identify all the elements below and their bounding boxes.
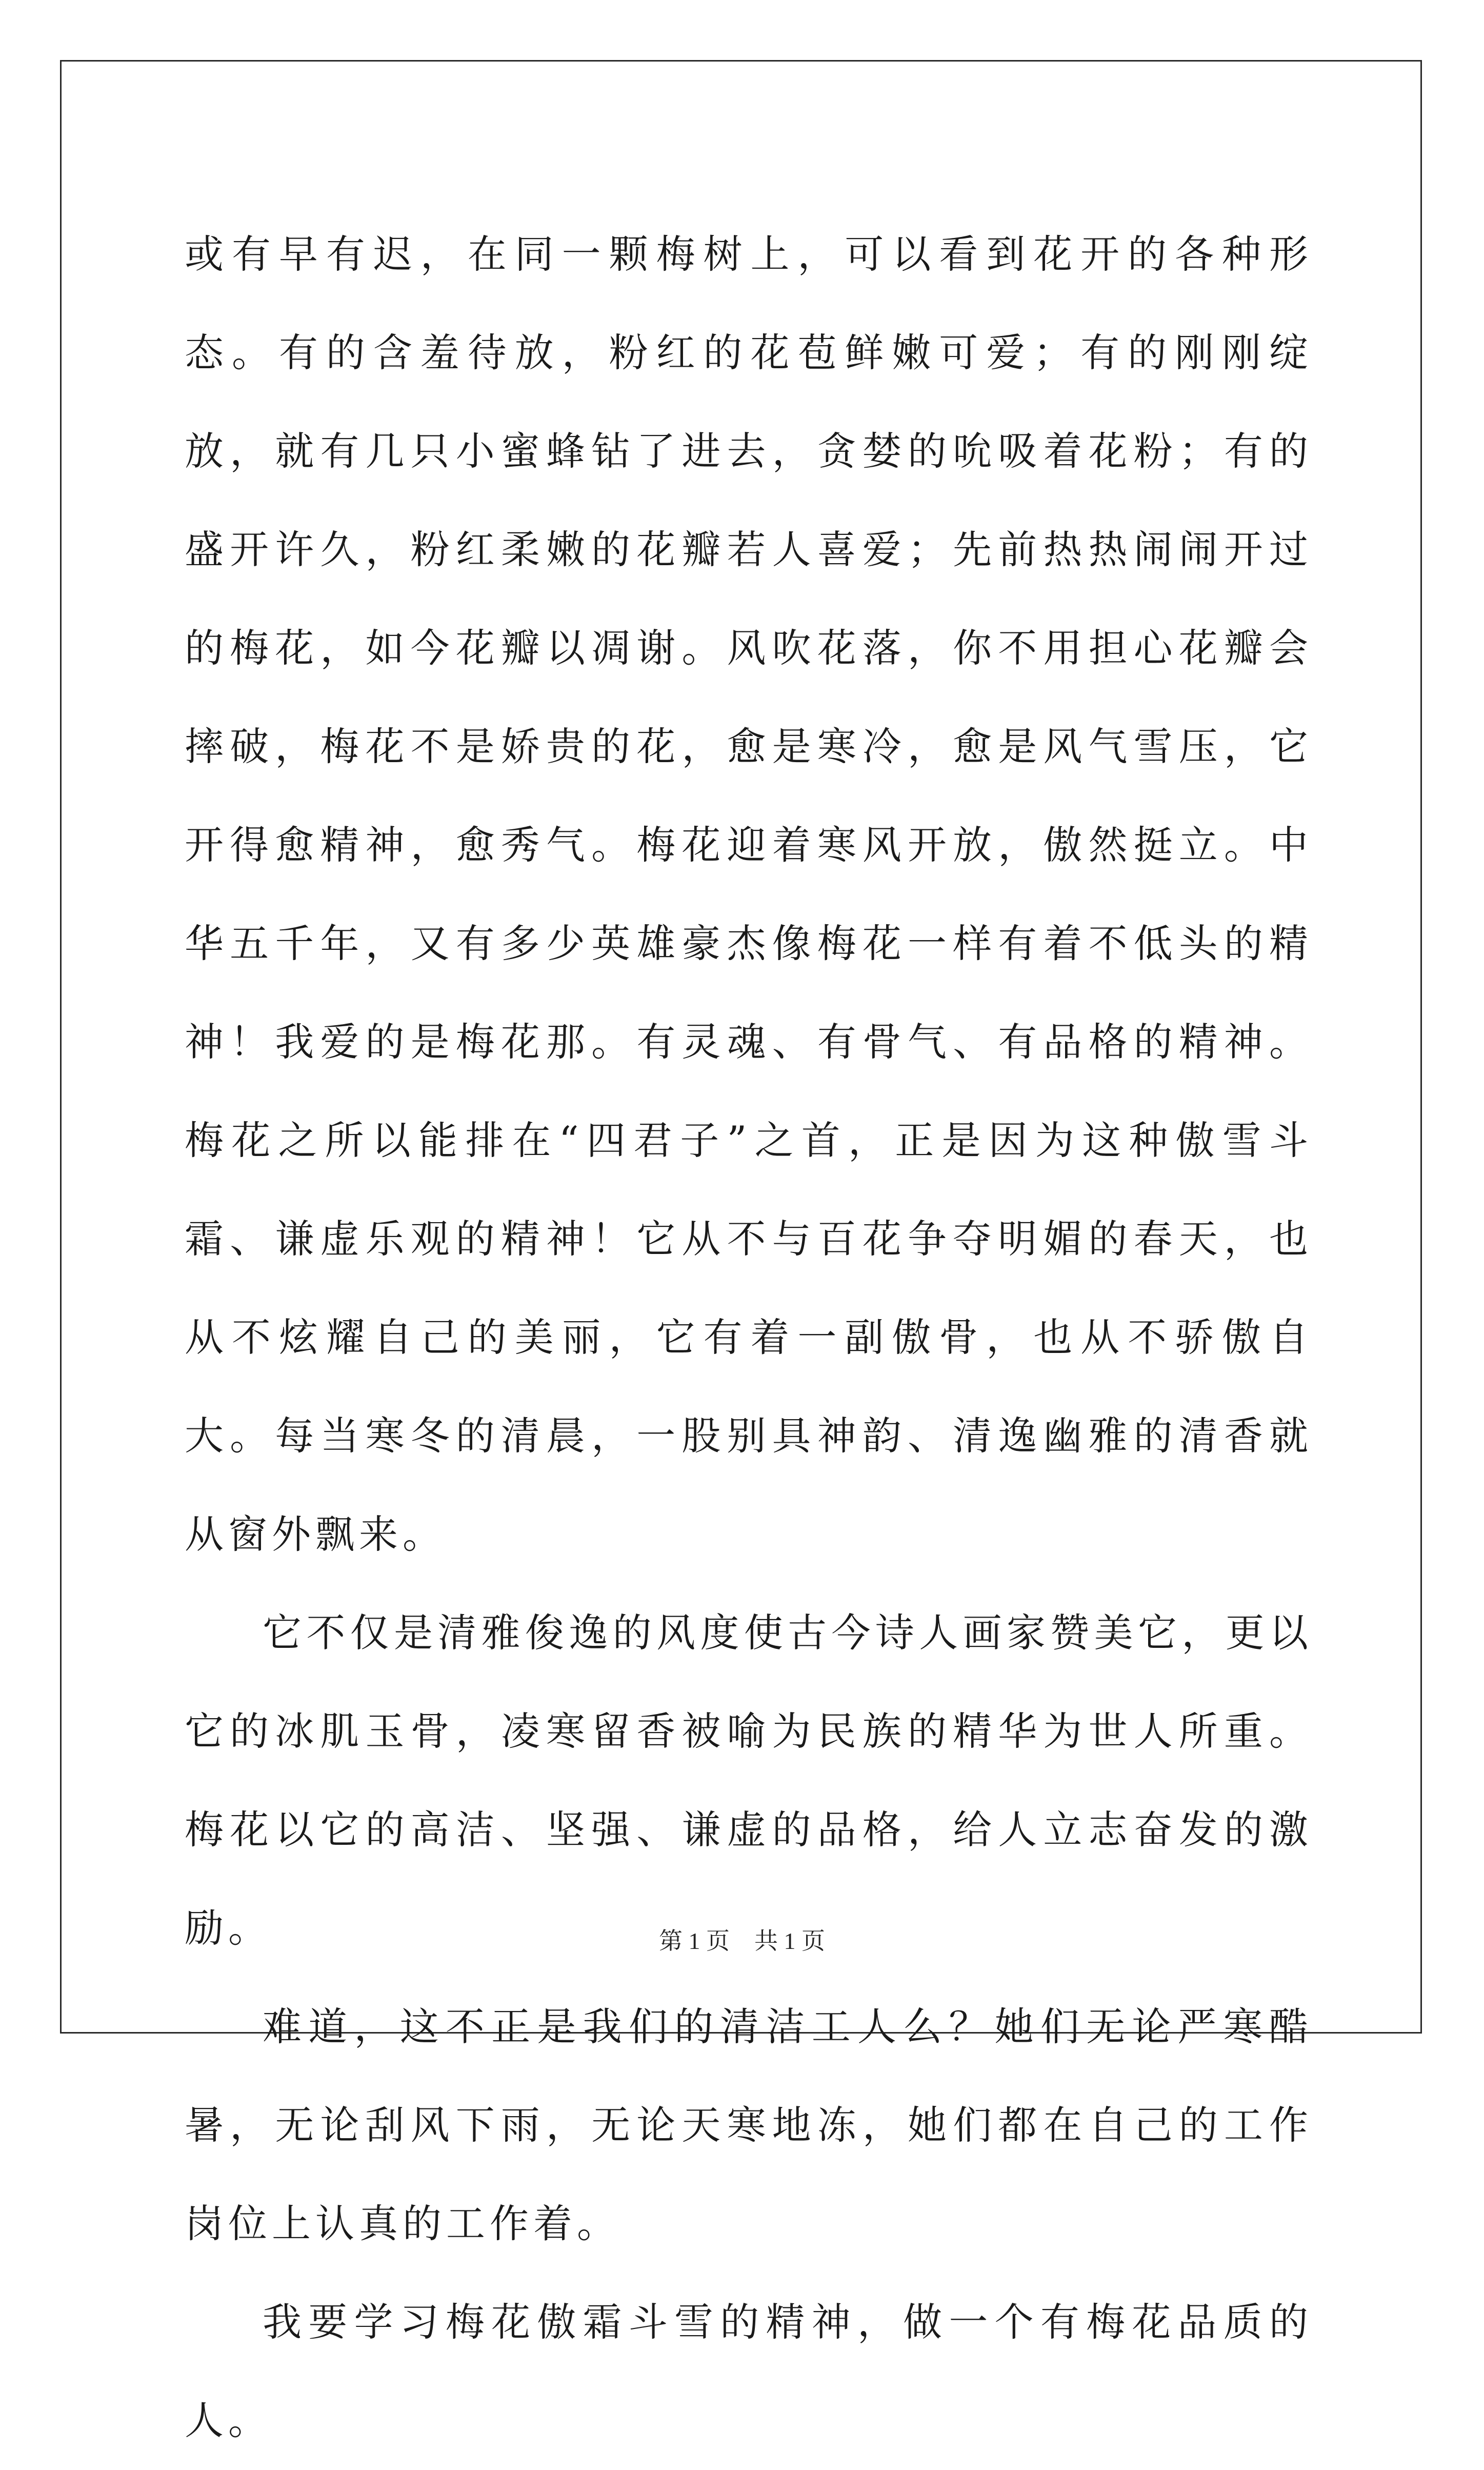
paragraph-3: 难道，这不正是我们的清洁工人么？她们无论严寒酷暑，无论刮风下雨，无论天寒地冻，她们都在自己的工作岗位上认真的工作着。 bbox=[185, 2004, 1313, 2246]
document-body bbox=[185, 205, 1313, 2470]
page-footer bbox=[0, 1922, 1484, 1956]
paragraph-1: 或有早有迟，在同一颗梅树上，可以看到花开的各种形态。有的含羞待放，粉红的花苞鲜嫩可爱；有的刚刚绽放，就有几只小蜜蜂钻了进去，贪婪的吮吸着花粉；有的盛开许久，粉红柔嫩的花瓣若人喜爱；先前热热闹闹开过的梅花，如今花瓣以凋谢。风吹花落，你不用担心花瓣会摔破，梅花不是娇贵的花，愈是寒冷，愈是风气雪压，它开得愈精神，愈秀气。梅花迎着寒风开放，傲然挺立。中华五千年，又有多少英雄豪杰像梅花一样有着不低头的精神！我爱的是梅花那。有灵魂、有骨气、有品格的精神。梅花之所以能排在“四君子”之首，正是因为这种傲雪斗霜、谦虚乐观的精神！它从不与百花争夺明媚的春天，也从不炫耀自己的美丽，它有着一副傲骨，也从不骄傲自大。每当寒冬的清晨，一股别具神韵、清逸幽雅的清香就从窗外飘来。 bbox=[185, 231, 1313, 1557]
paragraph-2: 它不仅是清雅俊逸的风度使古今诗人画家赞美它，更以它的冰肌玉骨，凌寒留香被喻为民族的精华为世人所重。梅花以它的高洁、坚强、谦虚的品格，给人立志奋发的激励。 bbox=[185, 1610, 1313, 1951]
page-number-total: 共 1 页 bbox=[754, 1928, 825, 1954]
page-number-current: 第 1 页 bbox=[659, 1928, 730, 1954]
paragraph-4: 我要学习梅花傲霜斗雪的精神，做一个有梅花品质的人。 bbox=[185, 2299, 1313, 2443]
